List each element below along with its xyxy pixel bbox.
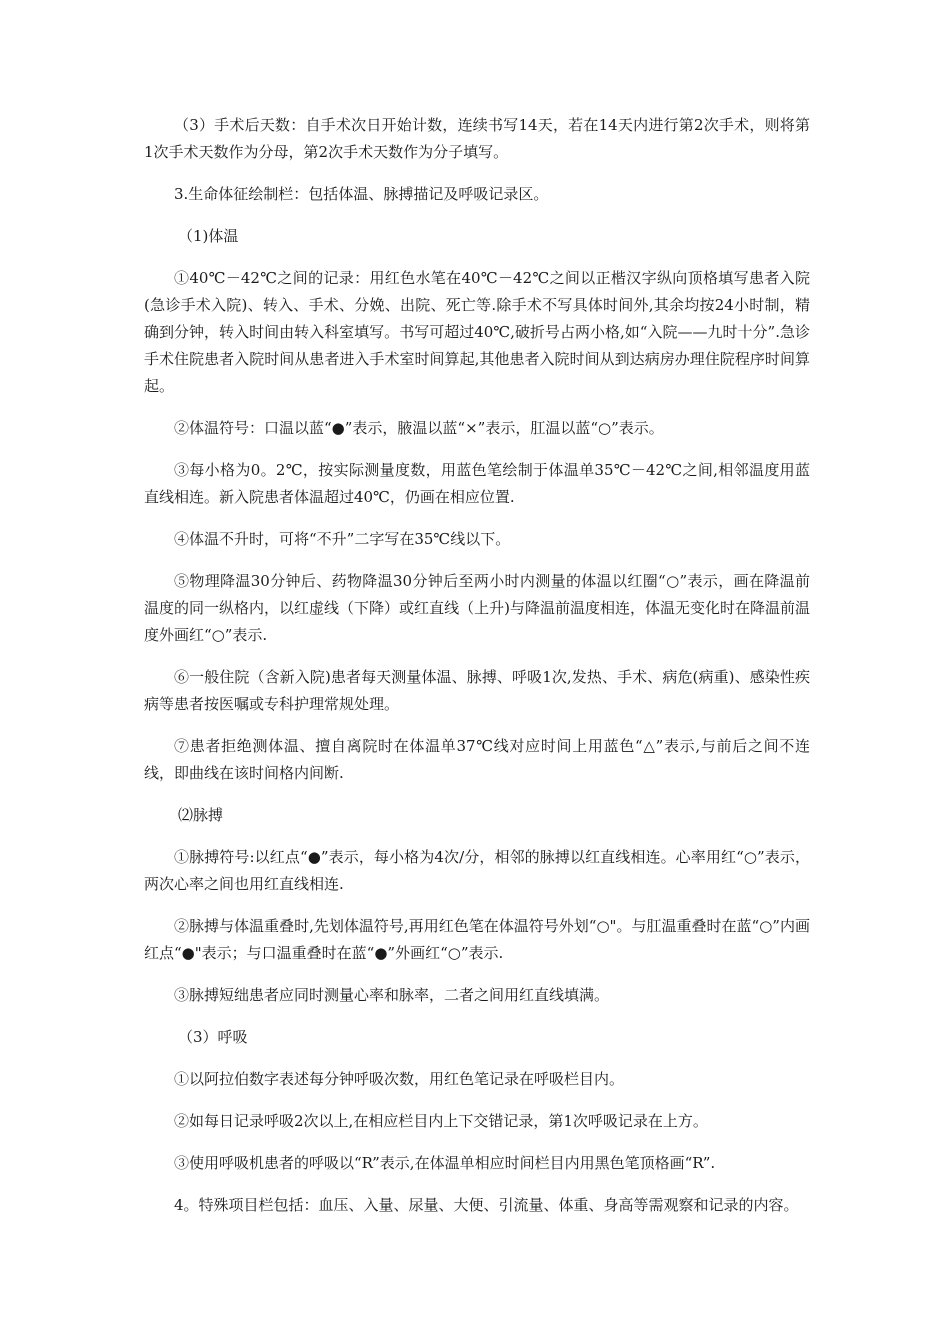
paragraph-vital-signs-section: 3.生命体征绘制栏：包括体温、脉搏描记及呼吸记录区。 (174, 185, 549, 203)
paragraph-resp-multiple: ②如每日记录呼吸2次以上,在相应栏目内上下交错记录，第1次呼吸记录在上方。 (174, 1112, 708, 1130)
paragraph-temp-40-42: ①40℃－42℃之间的记录：用红色水笔在40℃－42℃之间以正楷汉字纵向顶格填写患者入院(急诊手术入院)、转入、手术、分娩、出院、死亡等.除手术不写具体时间外,其余均按24小时制，精确到分钟，转入时间由转入科室填写。书写可超过40℃,破折号占两小格,如“入院——九时十分”.急诊手术住院患者入院时间从患者进入手术室时间算起,其他患者入院时间从到达病房办理住院程序时间算起。 (144, 269, 810, 395)
paragraph-temp-routine: ⑥一般住院（含新入院)患者每天测量体温、脉搏、呼吸1次,发热、手术、病危(病重)、感染性疾病等患者按医嘱或专科护理常规处理。 (144, 668, 810, 713)
paragraph-special-items: 4。特殊项目栏包括：血压、入量、尿量、大便、引流量、体重、身高等需观察和记录的内容。 (174, 1196, 799, 1214)
paragraph-resp-number: ①以阿拉伯数字表述每分钟呼吸次数，用红色笔记录在呼吸栏目内。 (174, 1070, 625, 1088)
heading-temperature: （1)体温 (178, 227, 239, 245)
paragraph-temp-symbols: ②体温符号：口温以蓝“●”表示，腋温以蓝“×”表示，肛温以蓝“○”表示。 (174, 419, 664, 437)
paragraph-pulse-overlap: ②脉搏与体温重叠时,先划体温符号,再用红色笔在体温符号外划“○"。与肛温重叠时在蓝“○”内画红点“●"表示；与口温重叠时在蓝“●”外画红“○”表示. (144, 917, 810, 962)
paragraph-post-op-days: （3）手术后天数：自手术次日开始计数，连续书写14天，若在14天内进行第2次手术，则将第1次手术天数作为分母，第2次手术天数作为分子填写。 (144, 116, 810, 161)
paragraph-temp-not-rising: ④体温不升时，可将“不升”二字写在35℃线以下。 (174, 530, 511, 548)
paragraph-pulse-deficit: ③脉搏短绌患者应同时测量心率和脉率，二者之间用红直线填满。 (174, 986, 610, 1004)
document-body (144, 112, 810, 1234)
paragraph-resp-ventilator: ③使用呼吸机患者的呼吸以“R”表示,在体温单相应时间栏目内用黑色笔顶格画“R”. (174, 1154, 716, 1172)
paragraph-temp-grid: ③每小格为0。2℃，按实际测量度数，用蓝色笔绘制于体温单35℃－42℃之间,相邻温度用蓝直线相连。新入院患者体温超过40℃，仍画在相应位置. (144, 461, 810, 506)
heading-respiration: （3）呼吸 (178, 1028, 248, 1046)
heading-pulse: ⑵脉搏 (178, 806, 224, 824)
paragraph-temp-refusal: ⑦患者拒绝测体温、擅自离院时在体温单37℃线对应时间上用蓝色“△”表示,与前后之间不连线，即曲线在该时间格内间断. (144, 737, 810, 782)
paragraph-temp-cooling: ⑤物理降温30分钟后、药物降温30分钟后至两小时内测量的体温以红圈“○”表示，画在降温前温度的同一纵格内，以红虚线（下降）或红直线（上升)与降温前温度相连，体温无变化时在降温前温度外画红“○”表示. (144, 572, 810, 644)
paragraph-pulse-symbols: ①脉搏符号:以红点“●”表示，每小格为4次/分，相邻的脉搏以红直线相连。心率用红“○”表示，两次心率之间也用红直线相连. (144, 848, 810, 893)
